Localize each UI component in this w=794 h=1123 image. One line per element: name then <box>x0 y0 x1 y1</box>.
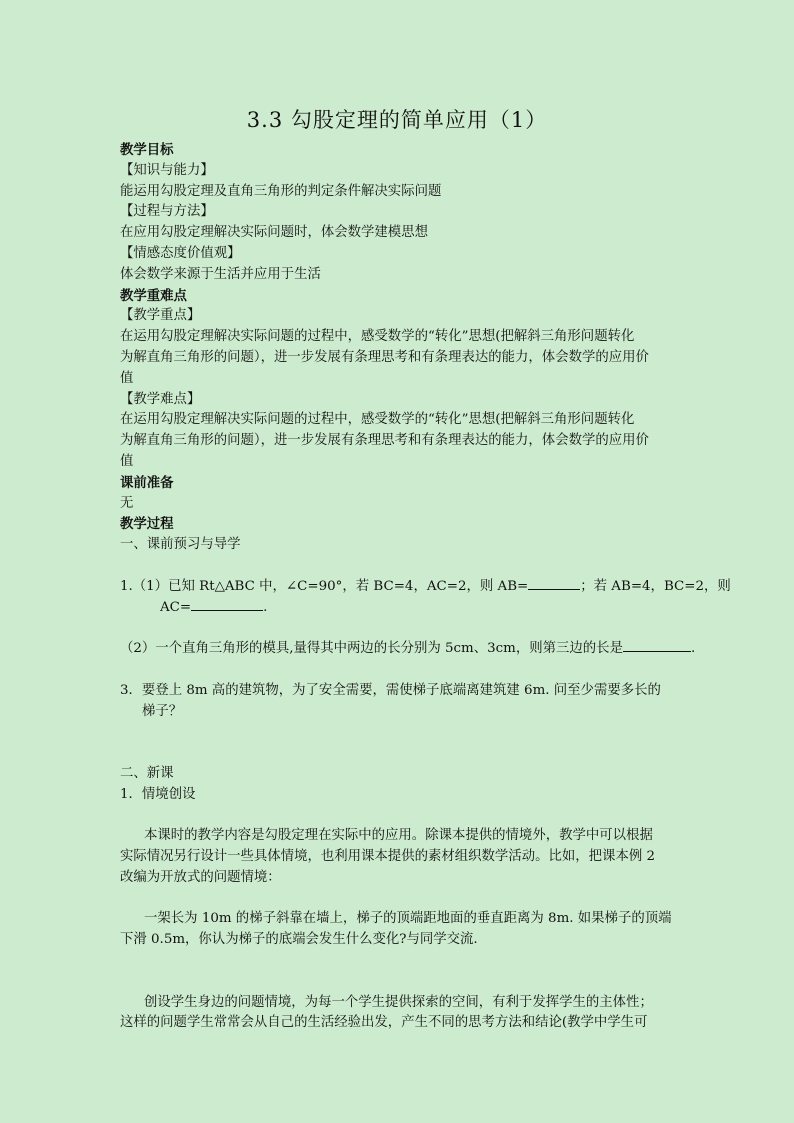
answer-blank <box>191 598 263 611</box>
question-2-text: （2）一个直角三角形的模具,量得其中两边的长分别为 5cm、3cm，则第三边的长是 <box>120 641 623 657</box>
paragraph-line: 本课时的教学内容是勾股定理在实际中的应用。除课本提供的情境外，教学中可以根据 <box>144 828 653 844</box>
preparation-text: 无 <box>120 495 134 511</box>
process-text: 在应用勾股定理解决实际问题时，体会数学建模思想 <box>120 225 428 241</box>
paragraph-line: 下滑 0.5m，你认为梯子的底端会发生什么变化?与同学交流. <box>120 932 478 948</box>
paragraph-line: 一架长为 10m 的梯子斜靠在墙上，梯子的顶端距地面的垂直距离为 8m. 如果梯子的顶端 <box>144 911 672 927</box>
subsection-scenario: 1．情境创设 <box>120 786 196 802</box>
question-1a <box>120 577 731 598</box>
difficult-line: 值 <box>120 453 134 469</box>
process-heading: 教学过程 <box>120 516 174 533</box>
key-line: 在运用勾股定理解决实际问题的过程中，感受数学的“转化”思想(把解斜三角形问题转化 <box>120 329 635 345</box>
paragraph-line: 改编为开放式的问题情境： <box>120 869 281 885</box>
attitude-label: 【情感态度价值观】 <box>120 245 241 261</box>
question-3-cont: 梯子？ <box>142 703 183 719</box>
paragraph-line: 实际情况另行设计一些具体情境，也利用课本提供的素材组织数学活动。比如，把课本例 2 <box>120 849 656 865</box>
question-1a-ac: AC= <box>160 599 192 615</box>
question-1a-rest: ；若 AB=4，BC=2，则 <box>580 578 731 594</box>
key-label: 【教学重点】 <box>120 308 201 324</box>
question-3: 3．要登上 8m 高的建筑物，为了安全需要，需使梯子底端离建筑建 6m. 问至少需要多长的 <box>120 682 661 698</box>
key-line: 值 <box>120 370 134 386</box>
question-1a-cont <box>120 598 680 619</box>
question-1a-text: 1.（1）已知 Rt△ABC 中，∠C=90°，若 BC=4，AC=2，则 AB= <box>120 578 529 594</box>
section-new-lesson: 二、新课 <box>120 765 174 781</box>
question-2 <box>120 639 696 660</box>
difficult-line: 在运用勾股定理解决实际问题的过程中，感受数学的“转化”思想(把解斜三角形问题转化 <box>120 412 635 428</box>
answer-blank <box>623 639 691 652</box>
difficult-label: 【教学难点】 <box>120 391 201 407</box>
key-line: 为解直角三角形的问题），进一步发展有条理思考和有条理表达的能力，体会数学的应用价 <box>120 349 649 365</box>
knowledge-text: 能运用勾股定理及直角三角形的判定条件解决实际问题 <box>120 183 442 199</box>
process-label: 【过程与方法】 <box>120 204 214 220</box>
goals-heading: 教学目标 <box>120 142 174 158</box>
knowledge-label: 【知识与能力】 <box>120 162 214 178</box>
key-points-heading: 教学重难点 <box>120 287 187 304</box>
question-1a-end: . <box>263 599 268 615</box>
question-2-end: . <box>690 641 696 657</box>
paragraph-line: 这样的问题学生常常会从自己的生活经验出发，产生不同的思考方法和结论(教学中学生可 <box>120 1015 648 1031</box>
paragraph-line: 创设学生身边的问题情境，为每一个学生提供探索的空间，有利于发挥学生的主体性； <box>144 994 653 1010</box>
document-body <box>120 140 731 1034</box>
preparation-heading: 课前准备 <box>120 474 174 491</box>
page-title: 3.3 勾股定理的简单应用（1） <box>246 108 548 132</box>
difficult-line: 为解直角三角形的问题），进一步发展有条理思考和有条理表达的能力，体会数学的应用价 <box>120 433 649 449</box>
answer-blank <box>528 577 580 590</box>
attitude-text: 体会数学来源于生活并应用于生活 <box>120 266 321 282</box>
section-preview: 一、课前预习与导学 <box>120 537 241 553</box>
